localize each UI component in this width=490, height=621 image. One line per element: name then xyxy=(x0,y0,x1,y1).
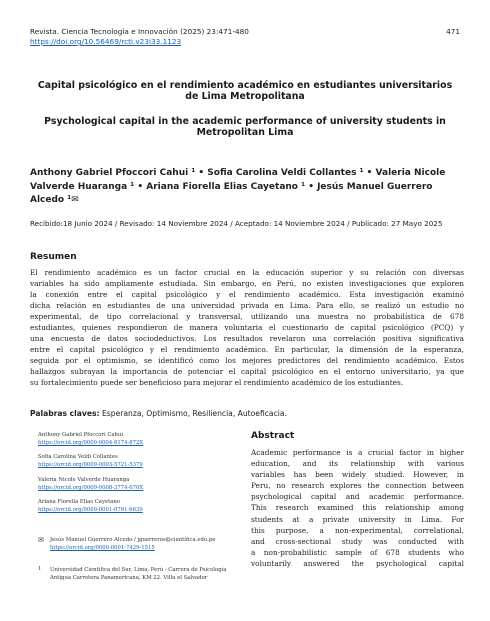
footnote-number: 1 xyxy=(38,566,42,572)
abstract-line: this purpose, a non-experimental, correlational, xyxy=(251,525,464,535)
abstract-line: Peru, no research explores the connection between xyxy=(251,481,464,491)
abstract-line: a non-probabilistic sample of 678 students who xyxy=(251,547,464,557)
title-english: Psychological capital in the academic performance of university students in Metropolitan Lima xyxy=(44,116,446,138)
abstract-line: This research examined this relationship among xyxy=(251,503,464,513)
author-name-email: Jesús Manuel Guerrero Alcedo / jguerreros@científica.edu.pe xyxy=(50,537,216,543)
author-line: Alcedo ¹✉ xyxy=(30,195,79,205)
footnote xyxy=(50,566,240,582)
journal-citation: Revista. Ciencia Tecnología e Innovación (2025) 23:471-480 xyxy=(30,27,249,36)
page-number: 471 xyxy=(446,27,460,36)
orcid-link[interactable]: https://orcid.org/0009-0001-0761-6639 xyxy=(38,507,143,513)
author-name: Sofia Carolina Veldi Collantes xyxy=(38,454,118,460)
resumen-line: la conexión entre el capital psicológico y el rendimiento académico. Esta investigación examinó xyxy=(30,290,464,299)
abstract-line: psychological capital and academic performance. xyxy=(251,492,464,502)
publication-dates: Recibido:18 Junio 2024 / Revisado: 14 Noviembre 2024 / Aceptado: 14 Noviembre 2024 / Publicado: 27 Mayo 2025 xyxy=(30,219,443,228)
abstract-line: voluntarily answered the psychological capital xyxy=(251,558,464,568)
orcid-link[interactable]: https://orcid.org/0009-0004-8174-872X xyxy=(38,440,144,446)
abstract-line: Academic performance is a crucial factor in higher xyxy=(251,448,464,457)
resumen-line: seguida por el optimismo, se identificó como los mejores predictores del rendimiento académico. Estos xyxy=(30,356,464,365)
author-name: Valeria Nicole Valverde Huaranga xyxy=(38,477,130,483)
doi-link[interactable]: https://doi.org/10.56469/rcti.v23i33.1123 xyxy=(30,37,182,46)
resumen-line: dicha relación en estudiantes de una universidad privada en Lima. Para ello, se realizó un estudio no xyxy=(30,301,464,310)
resumen-line: una encuesta de datos sociodeductivos. Los resultados revelaron una correlación positiva significativa xyxy=(30,334,464,343)
keywords xyxy=(30,409,464,418)
author-line: Anthony Gabriel Pfoccori Cahui ¹ • Sofia Carolina Veldi Collantes ¹ • Valeria Nicole xyxy=(30,168,446,178)
keywords-label: Palabras claves: xyxy=(30,409,100,418)
footnote-line: Universidad Científica del Sur, Lima, Perú - Carrera de Psicología xyxy=(50,567,227,573)
orcid-link[interactable]: https://orcid.org/0009-0003-5721-5379 xyxy=(38,462,143,468)
resumen-line: entre el capital psicológico y el rendimiento académico. En particular, la dimensión de la esperanza, xyxy=(30,345,464,354)
affiliation-entry xyxy=(50,536,260,552)
resumen-line: su fortalecimiento puede ser beneficioso para mejorar el rendimiento académico de los estudiantes. xyxy=(30,378,404,387)
resumen-line: El rendimiento académico es un factor crucial en la educación superior y su relación con diversas xyxy=(30,268,464,277)
abstract-line: variables has been widely studied. However, in xyxy=(251,470,464,480)
author-line: Valverde Huaranga ¹ • Ariana Fiorella Elias Cayetano ¹ • Jesús Manuel Guerrero xyxy=(30,181,433,192)
abstract-line: students at a private university in Lima. For xyxy=(251,514,464,524)
abstract-line: and cross-sectional study was conducted with xyxy=(251,536,464,546)
affiliation-entry xyxy=(38,498,248,514)
resumen-heading: Resumen xyxy=(30,252,77,262)
author-name: Anthony Gabriel Pfoccori Cahui xyxy=(38,432,124,438)
affiliation-entry xyxy=(38,476,248,492)
resumen-body xyxy=(30,267,464,388)
abstract-heading: Abstract xyxy=(251,431,295,441)
affiliation-entry xyxy=(38,453,248,469)
author-list xyxy=(30,167,460,208)
keywords-text: Esperanza, Optimismo, Resiliencia, Autoeficacia. xyxy=(102,409,287,418)
resumen-line: estudiantes, quienes respondieron de manera voluntaria el cuestionario de capital psicológico (PCQ) y xyxy=(30,323,464,332)
abstract-line: education, and its relationship with various xyxy=(251,459,464,469)
resumen-line: hallazgos subrayan la importancia de potenciar el capital psicológico en el entorno universitario, ya que xyxy=(30,367,464,376)
title-spanish: Capital psicológico en el rendimiento académico en estudiantes universitarios de Lima Metropolitana xyxy=(37,80,453,102)
envelope-icon: ✉ xyxy=(38,536,44,544)
resumen-line: experimental, de tipo correlacional y transversal, utilizando una muestra no probabilística de 678 xyxy=(30,312,464,321)
footnote-line: Antigua Carretera Panamericana, KM 22. Villa el Salvador xyxy=(50,575,208,581)
abstract-body xyxy=(251,447,464,569)
affiliation-entry xyxy=(38,431,248,447)
resumen-line: variables ha sido ampliamente estudiada. Sin embargo, en Perú, no existen investigaciones que exploren xyxy=(30,279,464,288)
orcid-link[interactable]: https://orcid.org/0000-0001-7429-1515 xyxy=(50,545,155,551)
orcid-link[interactable]: https://orcid.org/0009-0008-3774-670X xyxy=(38,485,144,491)
author-name: Ariana Fiorella Elias Cayetano xyxy=(38,499,120,505)
